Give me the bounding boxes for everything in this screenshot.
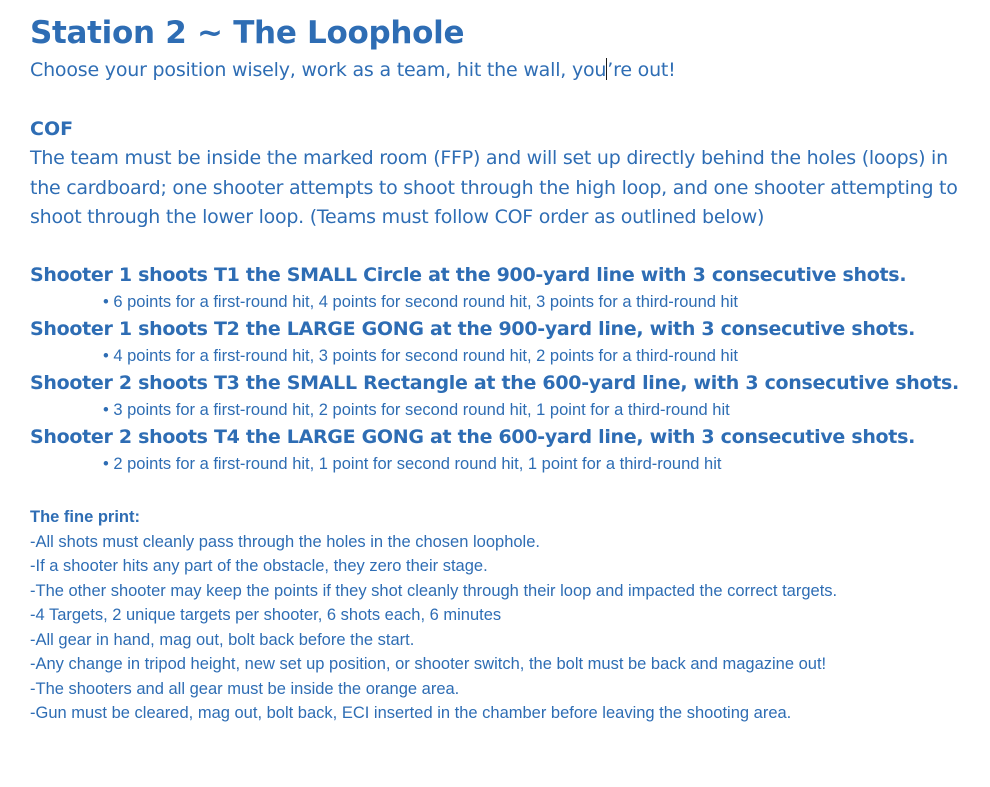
shooter-list (30, 261, 980, 477)
document-subtitle (30, 56, 980, 84)
fine-print-line: -4 Targets, 2 unique targets per shooter, 6 shots each, 6 minutes (30, 606, 502, 624)
fine-print-line: -All shots must cleanly pass through the holes in the chosen loophole. (30, 532, 540, 551)
document-page[interactable] (30, 12, 980, 726)
shooter-2-t4-heading: Shooter 2 shoots T4 the LARGE GONG at the 600-yard line, with 3 consecutive shots. (30, 425, 916, 448)
document-title: Station 2 ~ The Loophole (30, 15, 465, 51)
shooter-2-t4-points: • 2 points for a first-round hit, 1 point for second round hit, 1 point for a third-round hit (103, 454, 722, 473)
fine-print-line: -All gear in hand, mag out, bolt back before the start. (30, 630, 415, 649)
shooter-2-t3-points: • 3 points for a first-round hit, 2 points for second round hit, 1 point for a third-round hit (103, 400, 730, 419)
subtitle-text-before-cursor: Choose your position wisely, work as a team, hit the wall, you (30, 59, 607, 81)
fine-print-line: -Gun must be cleared, mag out, bolt back, ECI inserted in the chamber before leaving the shooting area. (30, 704, 792, 722)
shooter-2-t3-heading: Shooter 2 shoots T3 the SMALL Rectangle at the 600-yard line, with 3 consecutive shots. (30, 371, 959, 394)
fine-print-line: -If a shooter hits any part of the obstacle, they zero their stage. (30, 557, 488, 575)
blank-line (30, 84, 980, 114)
shooter-1-t1-points: • 6 points for a first-round hit, 4 points for second round hit, 3 points for a third-round hit (103, 292, 738, 311)
shooter-1-t2-heading: Shooter 1 shoots T2 the LARGE GONG at the 900-yard line, with 3 consecutive shots. (30, 317, 916, 340)
shooter-1-t1-heading: Shooter 1 shoots T1 the SMALL Circle at the 900-yard line with 3 consecutive shots. (30, 263, 907, 286)
fine-print-line: -The shooters and all gear must be inside the orange area. (30, 679, 460, 698)
cof-heading: COF (30, 118, 74, 140)
blank-line (30, 233, 980, 261)
fine-print-line: -The other shooter may keep the points if they shot cleanly through their loop and impacted the correct targets. (30, 581, 838, 600)
fine-print-heading: The fine print: (30, 507, 140, 526)
fine-print-line: -Any change in tripod height, new set up position, or shooter switch, the bolt must be back and magazine out! (30, 655, 827, 673)
fine-print-section (30, 505, 980, 726)
cof-body: The team must be inside the marked room (FFP) and will set up directly behind the holes (loops) in the cardboard; one shooter attempts to shoot through the high loop, and one shooter attempting to shoot through the lower loop. (Teams must follow COF order as outlined below) (30, 147, 958, 228)
shooter-1-t2-points: • 4 points for a first-round hit, 3 points for second round hit, 2 points for a third-round hit (103, 346, 738, 365)
subtitle-text-after-cursor: ’re out! (607, 59, 676, 81)
blank-line (30, 477, 980, 505)
